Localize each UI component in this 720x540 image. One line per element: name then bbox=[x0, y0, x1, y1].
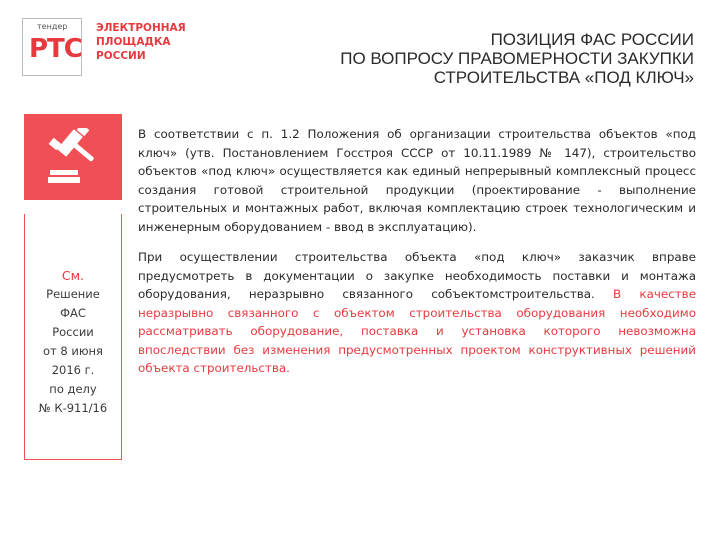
logo-caption-line: ПЛОЩАДКА bbox=[96, 36, 171, 48]
paragraph-2-text: При осуществлении строительства объекта «под ключ» заказчик вправе предусмотреть в документации о закупке необходимость поставки и монтажа оборудования, неразрывно связанного собъектомстроительства. bbox=[138, 250, 696, 301]
title-line: ПО ВОПРОСУ ПРАВОМЕРНОСТИ ЗАКУПКИ bbox=[340, 49, 694, 68]
page-title bbox=[234, 30, 694, 87]
logo-caption-line: ЭЛЕКТРОННАЯ bbox=[96, 22, 186, 34]
logo-caption-line: РОССИИ bbox=[96, 50, 146, 62]
title-line: ПОЗИЦИЯ ФАС РОССИИ bbox=[490, 30, 694, 49]
reference-line: России bbox=[52, 325, 94, 339]
paragraph-2-end: . bbox=[286, 361, 290, 375]
reference-line: по делу bbox=[49, 382, 97, 396]
title-line: СТРОИТЕЛЬСТВА «ПОД КЛЮЧ» bbox=[433, 68, 694, 87]
main-content bbox=[138, 125, 696, 390]
icon-box bbox=[24, 114, 122, 200]
paragraph-1: В соответствии с п. 1.2 Положения об организации строительства объектов «под ключ» (утв. Постановлением Госстроя СССР от 10.11.1989 № 147), строительство объектов «под ключ» осуществляется как единый непрерывный комплексный процесс создания готовой строительной продукции (проектирование - выполнение строительных и монтажных работ, включая комплектацию строек технологическим и инженерным оборудованием - ввод в эксплуатацию). bbox=[138, 127, 696, 234]
highlighted-text: В качестве неразрывно связанного с объектом строительства оборудования необходимо рассматривать оборудование, поставка и установка которого невозможна впоследствии без изменения предусмотренных проектом конструктивных решений объекта строительства bbox=[138, 287, 697, 375]
decision-reference bbox=[24, 266, 122, 418]
reference-line: ФАС bbox=[60, 306, 86, 320]
logo-caption bbox=[96, 21, 226, 63]
reference-line: 2016 г. bbox=[51, 363, 95, 377]
gavel-icon bbox=[48, 128, 98, 186]
logo bbox=[22, 18, 222, 78]
logo-brand: РТС bbox=[29, 34, 82, 64]
reference-line: Решение bbox=[46, 287, 100, 301]
reference-line: от 8 июня bbox=[43, 344, 103, 358]
logo-small-text: тендер bbox=[37, 22, 68, 31]
paragraph-2 bbox=[138, 248, 696, 378]
sidebar bbox=[24, 114, 122, 458]
see-label: См. bbox=[61, 268, 85, 283]
reference-line: № К-911/16 bbox=[38, 401, 108, 415]
logo-box bbox=[22, 18, 82, 76]
